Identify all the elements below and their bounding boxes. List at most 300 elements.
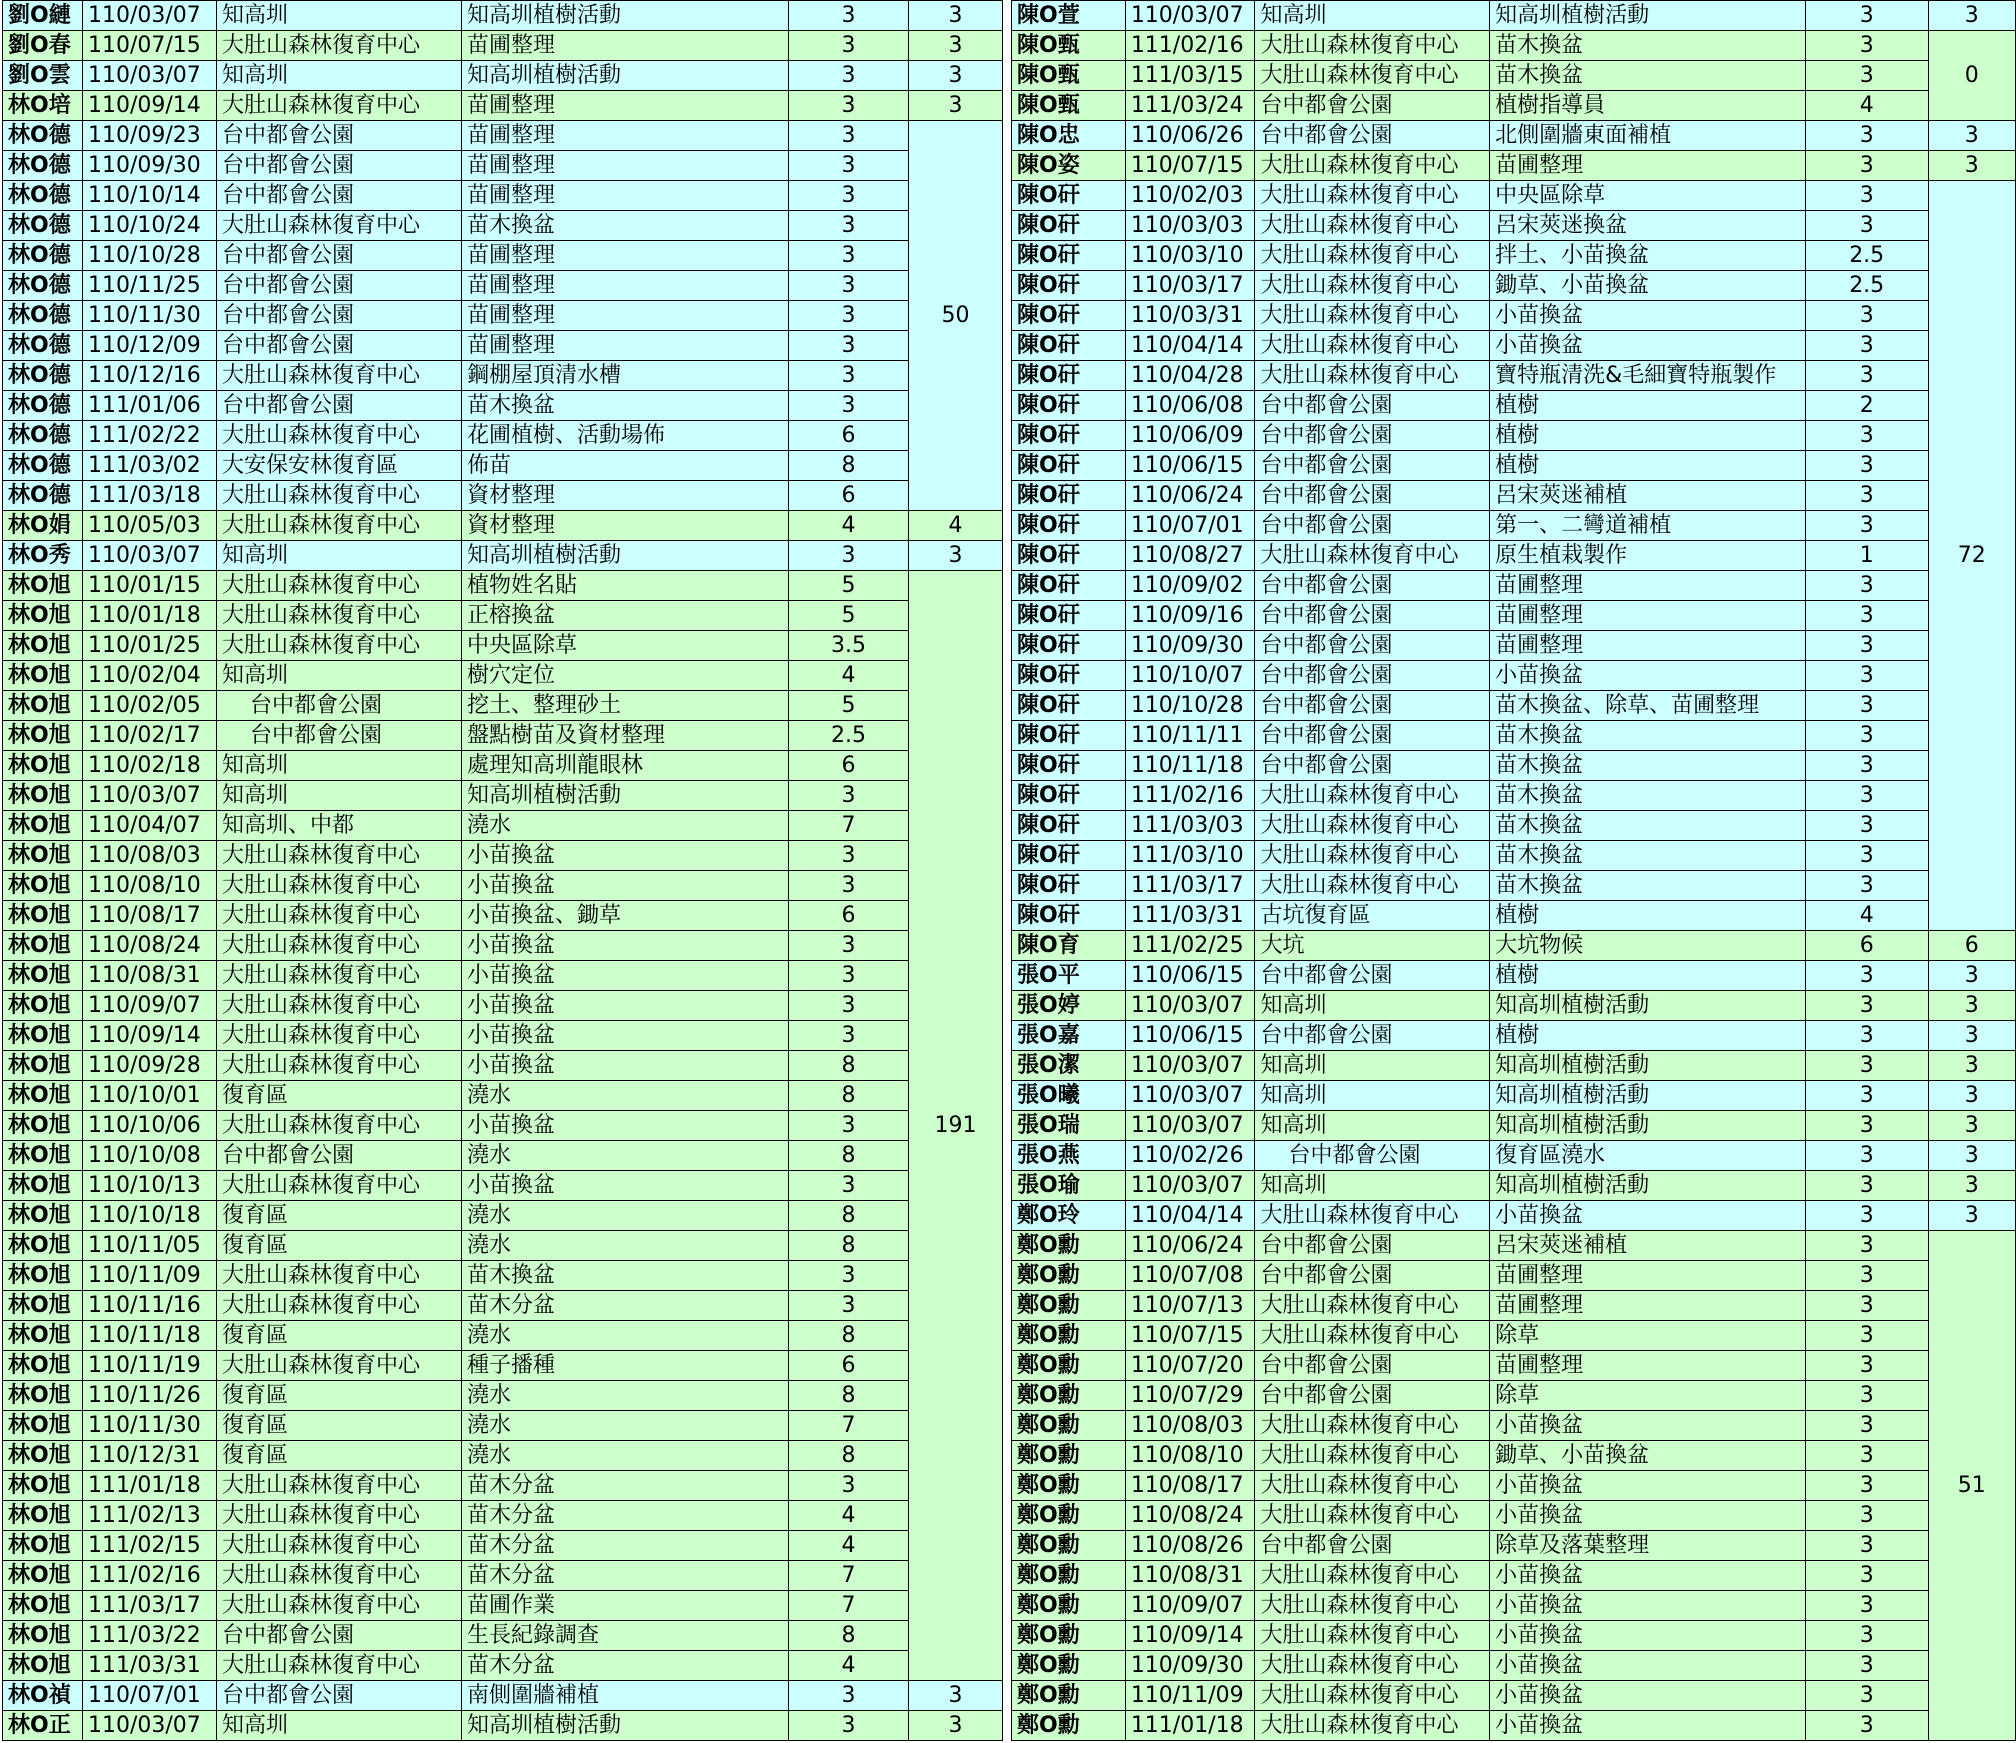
volunteer-name: 林O旭 <box>3 1411 83 1441</box>
service-task: 苗木分盆 <box>462 1291 789 1321</box>
volunteer-name: 林O旭 <box>3 1471 83 1501</box>
volunteer-name: 張O婷 <box>1012 991 1126 1021</box>
total-hours: 3 <box>1928 1141 2015 1171</box>
table-row <box>1012 841 2016 871</box>
service-location: 大肚山森林復育中心 <box>1255 31 1490 61</box>
service-task: 苗木換盆、除草、苗圃整理 <box>1490 691 1806 721</box>
service-date: 110/04/07 <box>83 811 217 841</box>
service-location: 台中都會公園 <box>217 121 462 151</box>
service-date: 111/02/16 <box>1125 781 1255 811</box>
service-location: 台中都會公園 <box>1255 1531 1490 1561</box>
service-date: 110/09/07 <box>83 991 217 1021</box>
service-hours: 3 <box>789 961 909 991</box>
service-task: 小苗換盆 <box>1490 1471 1806 1501</box>
service-location: 大肚山森林復育中心 <box>1255 541 1490 571</box>
service-task: 小苗換盆 <box>1490 1201 1806 1231</box>
service-date: 111/03/02 <box>83 451 217 481</box>
service-location: 大肚山森林復育中心 <box>1255 1201 1490 1231</box>
service-hours: 3 <box>1805 511 1928 541</box>
table-row <box>1012 1261 2016 1291</box>
service-task: 苗木換盆 <box>1490 811 1806 841</box>
service-location: 大肚山森林復育中心 <box>217 1501 462 1531</box>
service-hours: 3 <box>1805 1021 1928 1051</box>
volunteer-name: 陳O甄 <box>1012 31 1126 61</box>
service-location: 台中都會公園 <box>1255 631 1490 661</box>
service-hours: 8 <box>789 1141 909 1171</box>
table-row <box>3 1171 1003 1201</box>
table-row <box>1012 991 2016 1021</box>
volunteer-name: 鄭O玲 <box>1012 1201 1126 1231</box>
service-task: 苗圃整理 <box>1490 1261 1806 1291</box>
service-hours: 3 <box>789 781 909 811</box>
volunteer-name: 鄭O勳 <box>1012 1291 1126 1321</box>
table-row <box>3 811 1003 841</box>
service-location: 台中都會公園 <box>1255 481 1490 511</box>
service-location: 大肚山森林復育中心 <box>217 1291 462 1321</box>
service-location: 大肚山森林復育中心 <box>217 361 462 391</box>
volunteer-name: 張O曦 <box>1012 1081 1126 1111</box>
service-date: 110/09/28 <box>83 1051 217 1081</box>
service-location: 知高圳 <box>217 541 462 571</box>
service-date: 110/07/08 <box>1125 1261 1255 1291</box>
volunteer-name: 林O旭 <box>3 1651 83 1681</box>
service-hours: 6 <box>789 901 909 931</box>
service-date: 110/08/10 <box>83 871 217 901</box>
service-date: 110/03/03 <box>1125 211 1255 241</box>
service-location: 知高圳 <box>1255 1051 1490 1081</box>
service-date: 110/04/14 <box>1125 1201 1255 1231</box>
table-row <box>3 841 1003 871</box>
service-location: 台中都會公園 <box>217 151 462 181</box>
service-location: 台中都會公園 <box>1255 721 1490 751</box>
table-row <box>3 631 1003 661</box>
table-row <box>3 871 1003 901</box>
service-location: 台中都會公園 <box>1255 601 1490 631</box>
table-row <box>3 961 1003 991</box>
service-task: 知高圳植樹活動 <box>1490 1081 1806 1111</box>
service-location: 台中都會公園 <box>1255 1021 1490 1051</box>
service-date: 110/06/15 <box>1125 451 1255 481</box>
table-row <box>1012 1651 2016 1681</box>
service-date: 110/06/15 <box>1125 961 1255 991</box>
service-hours: 4 <box>789 1531 909 1561</box>
service-hours: 3 <box>1805 661 1928 691</box>
service-task: 澆水 <box>462 1441 789 1471</box>
service-task: 資材整理 <box>462 511 789 541</box>
service-task: 小苗換盆 <box>462 991 789 1021</box>
service-location: 大肚山森林復育中心 <box>217 1261 462 1291</box>
service-date: 110/03/07 <box>1125 1171 1255 1201</box>
service-date: 110/02/05 <box>83 691 217 721</box>
right-volunteer-table <box>1011 0 2016 1741</box>
service-location: 知高圳 <box>1255 1171 1490 1201</box>
service-hours: 3 <box>789 1021 909 1051</box>
service-date: 110/09/07 <box>1125 1591 1255 1621</box>
table-row <box>1012 1081 2016 1111</box>
service-task: 苗木分盆 <box>462 1501 789 1531</box>
service-hours: 3 <box>1805 1081 1928 1111</box>
service-date: 110/08/10 <box>1125 1441 1255 1471</box>
service-date: 111/03/03 <box>1125 811 1255 841</box>
volunteer-name: 陳O矸 <box>1012 451 1126 481</box>
volunteer-name: 鄭O勳 <box>1012 1681 1126 1711</box>
service-location: 復育區 <box>217 1411 462 1441</box>
service-location: 台中都會公園 <box>1255 661 1490 691</box>
volunteer-name: 林O德 <box>3 391 83 421</box>
service-hours: 5 <box>789 601 909 631</box>
volunteer-name: 林O旭 <box>3 1051 83 1081</box>
service-task: 植樹 <box>1490 901 1806 931</box>
volunteer-name: 劉O縺 <box>3 1 83 31</box>
service-task: 中央區除草 <box>1490 181 1806 211</box>
service-task: 植物姓名貼 <box>462 571 789 601</box>
table-row <box>3 1231 1003 1261</box>
table-row <box>1012 1681 2016 1711</box>
service-location: 知高圳 <box>1255 1081 1490 1111</box>
service-location: 大肚山森林復育中心 <box>217 601 462 631</box>
service-task: 鋤草、小苗換盆 <box>1490 271 1806 301</box>
service-location: 大肚山森林復育中心 <box>217 871 462 901</box>
service-task: 原生植栽製作 <box>1490 541 1806 571</box>
service-date: 110/09/23 <box>83 121 217 151</box>
service-location: 大肚山森林復育中心 <box>1255 1711 1490 1741</box>
service-location: 台中都會公園 <box>217 301 462 331</box>
service-date: 111/03/18 <box>83 481 217 511</box>
service-location: 台中都會公園 <box>217 241 462 271</box>
volunteer-name: 鄭O勳 <box>1012 1531 1126 1561</box>
volunteer-name: 林O德 <box>3 301 83 331</box>
service-task: 苗圃整理 <box>462 31 789 61</box>
service-date: 110/09/14 <box>83 91 217 121</box>
table-row <box>1012 511 2016 541</box>
total-hours: 3 <box>909 1 1003 31</box>
service-hours: 4 <box>789 511 909 541</box>
service-date: 110/03/07 <box>1125 991 1255 1021</box>
service-hours: 3 <box>1805 151 1928 181</box>
table-row <box>1012 1051 2016 1081</box>
service-date: 110/11/11 <box>1125 721 1255 751</box>
service-hours: 8 <box>789 1051 909 1081</box>
volunteer-name: 林O旭 <box>3 1591 83 1621</box>
service-task: 苗木分盆 <box>462 1651 789 1681</box>
service-date: 110/08/24 <box>83 931 217 961</box>
service-hours: 5 <box>789 571 909 601</box>
table-row <box>1012 631 2016 661</box>
service-task: 小苗換盆 <box>462 1051 789 1081</box>
table-row <box>3 1621 1003 1651</box>
volunteer-name: 陳O矸 <box>1012 301 1126 331</box>
service-task: 苗木換盆 <box>1490 871 1806 901</box>
service-location: 大肚山森林復育中心 <box>1255 1471 1490 1501</box>
service-location: 大肚山森林復育中心 <box>1255 1591 1490 1621</box>
table-row <box>3 1321 1003 1351</box>
table-row <box>3 571 1003 601</box>
service-location: 知高圳 <box>217 781 462 811</box>
table-row <box>3 331 1003 361</box>
service-task: 小苗換盆 <box>1490 1711 1806 1741</box>
service-location: 大肚山森林復育中心 <box>217 31 462 61</box>
volunteer-name: 林O旭 <box>3 1201 83 1231</box>
table-row <box>1012 931 2016 961</box>
service-task: 苗圃整理 <box>1490 151 1806 181</box>
service-hours: 3 <box>789 211 909 241</box>
service-hours: 8 <box>789 1621 909 1651</box>
service-date: 110/07/29 <box>1125 1381 1255 1411</box>
table-row <box>1012 1591 2016 1621</box>
service-hours: 3 <box>1805 121 1928 151</box>
service-location: 大肚山森林復育中心 <box>217 1561 462 1591</box>
service-hours: 3 <box>1805 1441 1928 1471</box>
service-hours: 6 <box>789 751 909 781</box>
service-task: 知高圳植樹活動 <box>462 1711 789 1741</box>
service-location: 大肚山森林復育中心 <box>217 571 462 601</box>
service-task: 苗木分盆 <box>462 1471 789 1501</box>
volunteer-name: 林O旭 <box>3 931 83 961</box>
service-date: 111/03/10 <box>1125 841 1255 871</box>
service-task: 苗木換盆 <box>1490 721 1806 751</box>
table-row <box>1012 271 2016 301</box>
service-location: 古坑復育區 <box>1255 901 1490 931</box>
service-date: 110/06/08 <box>1125 391 1255 421</box>
total-hours: 3 <box>1928 121 2015 151</box>
service-location: 台中都會公園 <box>1255 1381 1490 1411</box>
service-hours: 3 <box>1805 451 1928 481</box>
service-task: 大坑物候 <box>1490 931 1806 961</box>
service-task: 呂宋莢迷補植 <box>1490 481 1806 511</box>
service-location: 大肚山森林復育中心 <box>217 1021 462 1051</box>
table-row <box>3 91 1003 121</box>
table-row <box>3 511 1003 541</box>
service-hours: 3 <box>789 1111 909 1141</box>
service-date: 110/10/13 <box>83 1171 217 1201</box>
table-row <box>1012 31 2016 61</box>
service-hours: 3 <box>789 1471 909 1501</box>
service-date: 110/02/03 <box>1125 181 1255 211</box>
table-row <box>1012 61 2016 91</box>
volunteer-name: 林O旭 <box>3 661 83 691</box>
table-row <box>3 391 1003 421</box>
service-task: 苗圃整理 <box>462 121 789 151</box>
service-date: 110/06/24 <box>1125 1231 1255 1261</box>
service-hours: 7 <box>789 1561 909 1591</box>
service-location: 台中都會公園 <box>1255 121 1490 151</box>
service-date: 111/03/31 <box>1125 901 1255 931</box>
service-hours: 8 <box>789 1441 909 1471</box>
service-task: 苗圃整理 <box>462 91 789 121</box>
service-date: 110/11/18 <box>1125 751 1255 781</box>
service-location: 大肚山森林復育中心 <box>1255 1441 1490 1471</box>
volunteer-name: 陳O矸 <box>1012 481 1126 511</box>
volunteer-name: 林O德 <box>3 421 83 451</box>
service-task: 苗圃整理 <box>462 271 789 301</box>
table-row <box>3 181 1003 211</box>
volunteer-name: 張O瑜 <box>1012 1171 1126 1201</box>
service-date: 110/08/26 <box>1125 1531 1255 1561</box>
service-hours: 3 <box>1805 211 1928 241</box>
service-task: 資材整理 <box>462 481 789 511</box>
service-task: 苗木換盆 <box>462 391 789 421</box>
service-location: 台中都會公園 <box>1255 751 1490 781</box>
service-hours: 8 <box>789 1231 909 1261</box>
total-hours: 3 <box>909 1711 1003 1741</box>
table-row <box>1012 1321 2016 1351</box>
service-location: 知高圳 <box>1255 1 1490 31</box>
volunteer-name: 陳O矸 <box>1012 181 1126 211</box>
table-row <box>1012 541 2016 571</box>
service-hours: 3 <box>1805 1381 1928 1411</box>
service-task: 小苗換盆 <box>1490 1411 1806 1441</box>
service-hours: 3 <box>1805 691 1928 721</box>
service-date: 110/08/24 <box>1125 1501 1255 1531</box>
service-date: 110/02/18 <box>83 751 217 781</box>
volunteer-name: 陳O矸 <box>1012 841 1126 871</box>
service-hours: 3 <box>1805 1501 1928 1531</box>
service-date: 110/03/07 <box>83 1711 217 1741</box>
service-date: 110/08/31 <box>83 961 217 991</box>
service-hours: 3 <box>1805 871 1928 901</box>
total-hours: 3 <box>1928 991 2015 1021</box>
volunteer-name: 林O培 <box>3 91 83 121</box>
table-row <box>3 721 1003 751</box>
volunteer-name: 林O旭 <box>3 571 83 601</box>
service-hours: 3 <box>1805 1621 1928 1651</box>
volunteer-name: 林O旭 <box>3 1621 83 1651</box>
service-location: 大肚山森林復育中心 <box>1255 1411 1490 1441</box>
table-row <box>1012 1021 2016 1051</box>
service-task: 樹穴定位 <box>462 661 789 691</box>
service-date: 110/01/25 <box>83 631 217 661</box>
service-hours: 3 <box>789 1711 909 1741</box>
service-task: 苗木換盆 <box>1490 61 1806 91</box>
service-hours: 3 <box>1805 1201 1928 1231</box>
table-row <box>1012 421 2016 451</box>
service-task: 小苗換盆 <box>462 871 789 901</box>
table-row <box>1012 451 2016 481</box>
table-row <box>1012 1381 2016 1411</box>
service-location: 大肚山森林復育中心 <box>217 1351 462 1381</box>
table-row <box>3 1591 1003 1621</box>
service-task: 知高圳植樹活動 <box>1490 1 1806 31</box>
service-task: 苗木換盆 <box>1490 841 1806 871</box>
service-location: 大肚山森林復育中心 <box>217 931 462 961</box>
service-hours: 3 <box>789 331 909 361</box>
service-hours: 3 <box>789 151 909 181</box>
volunteer-name: 林O旭 <box>3 1141 83 1171</box>
table-row <box>1012 751 2016 781</box>
table-row <box>3 1051 1003 1081</box>
volunteer-name: 林O旭 <box>3 691 83 721</box>
service-hours: 3 <box>1805 1561 1928 1591</box>
table-row <box>1012 1291 2016 1321</box>
volunteer-name: 鄭O勳 <box>1012 1501 1126 1531</box>
service-date: 110/06/24 <box>1125 481 1255 511</box>
service-location: 大肚山森林復育中心 <box>217 841 462 871</box>
service-hours: 3 <box>789 991 909 1021</box>
service-hours: 6 <box>789 1351 909 1381</box>
service-task: 小苗換盆 <box>462 1171 789 1201</box>
volunteer-name: 林O旭 <box>3 1171 83 1201</box>
volunteer-name: 陳O萱 <box>1012 1 1126 31</box>
service-hours: 7 <box>789 1411 909 1441</box>
table-row <box>3 541 1003 571</box>
service-location: 台中都會公園 <box>1255 421 1490 451</box>
volunteer-name: 鄭O勳 <box>1012 1591 1126 1621</box>
service-task: 澆水 <box>462 1141 789 1171</box>
service-task: 拌土、小苗換盆 <box>1490 241 1806 271</box>
volunteer-name: 林O旭 <box>3 901 83 931</box>
service-date: 110/11/19 <box>83 1351 217 1381</box>
service-task: 鋼棚屋頂清水槽 <box>462 361 789 391</box>
service-task: 小苗換盆 <box>1490 661 1806 691</box>
volunteer-name: 鄭O勳 <box>1012 1351 1126 1381</box>
service-location: 復育區 <box>217 1381 462 1411</box>
total-hours: 3 <box>1928 961 2015 991</box>
service-hours: 3 <box>1805 1531 1928 1561</box>
service-hours: 3 <box>1805 1 1928 31</box>
service-task: 第一、二彎道補植 <box>1490 511 1806 541</box>
service-hours: 3 <box>1805 361 1928 391</box>
service-hours: 6 <box>789 481 909 511</box>
service-date: 110/11/30 <box>83 1411 217 1441</box>
service-date: 111/03/31 <box>83 1651 217 1681</box>
table-row <box>3 271 1003 301</box>
volunteer-name: 陳O矸 <box>1012 391 1126 421</box>
service-location: 知高圳、中都 <box>217 811 462 841</box>
service-hours: 3 <box>789 61 909 91</box>
service-task: 苗木換盆 <box>462 211 789 241</box>
table-row <box>3 1651 1003 1681</box>
left-volunteer-table <box>2 0 1003 1741</box>
table-row <box>1012 901 2016 931</box>
service-hours: 3 <box>789 931 909 961</box>
service-date: 111/01/18 <box>83 1471 217 1501</box>
service-date: 111/02/16 <box>1125 31 1255 61</box>
volunteer-name: 林O禎 <box>3 1681 83 1711</box>
table-row <box>3 151 1003 181</box>
service-date: 110/09/30 <box>83 151 217 181</box>
table-row <box>1012 211 2016 241</box>
table-row <box>3 1531 1003 1561</box>
service-date: 110/07/13 <box>1125 1291 1255 1321</box>
service-location: 復育區 <box>217 1321 462 1351</box>
service-location: 大肚山森林復育中心 <box>1255 211 1490 241</box>
volunteer-name: 陳O矸 <box>1012 691 1126 721</box>
volunteer-name: 林O旭 <box>3 1111 83 1141</box>
service-hours: 3 <box>789 361 909 391</box>
service-task: 苗圃整理 <box>1490 601 1806 631</box>
service-date: 110/11/18 <box>83 1321 217 1351</box>
service-hours: 6 <box>1805 931 1928 961</box>
service-date: 110/07/01 <box>1125 511 1255 541</box>
service-date: 110/08/03 <box>1125 1411 1255 1441</box>
service-task: 盤點樹苗及資材整理 <box>462 721 789 751</box>
table-row <box>3 1021 1003 1051</box>
volunteer-name: 林O德 <box>3 271 83 301</box>
service-hours: 2.5 <box>789 721 909 751</box>
service-task: 苗圃作業 <box>462 1591 789 1621</box>
service-hours: 6 <box>789 421 909 451</box>
service-task: 小苗換盆 <box>1490 1591 1806 1621</box>
service-location: 台中都會公園 <box>1255 91 1490 121</box>
service-location: 大肚山森林復育中心 <box>217 1171 462 1201</box>
table-row <box>1012 361 2016 391</box>
table-row <box>3 1291 1003 1321</box>
volunteer-name: 林O旭 <box>3 961 83 991</box>
service-date: 110/11/30 <box>83 301 217 331</box>
volunteer-name: 鄭O勳 <box>1012 1411 1126 1441</box>
service-task: 小苗換盆 <box>462 1021 789 1051</box>
volunteer-name: 林O旭 <box>3 1321 83 1351</box>
